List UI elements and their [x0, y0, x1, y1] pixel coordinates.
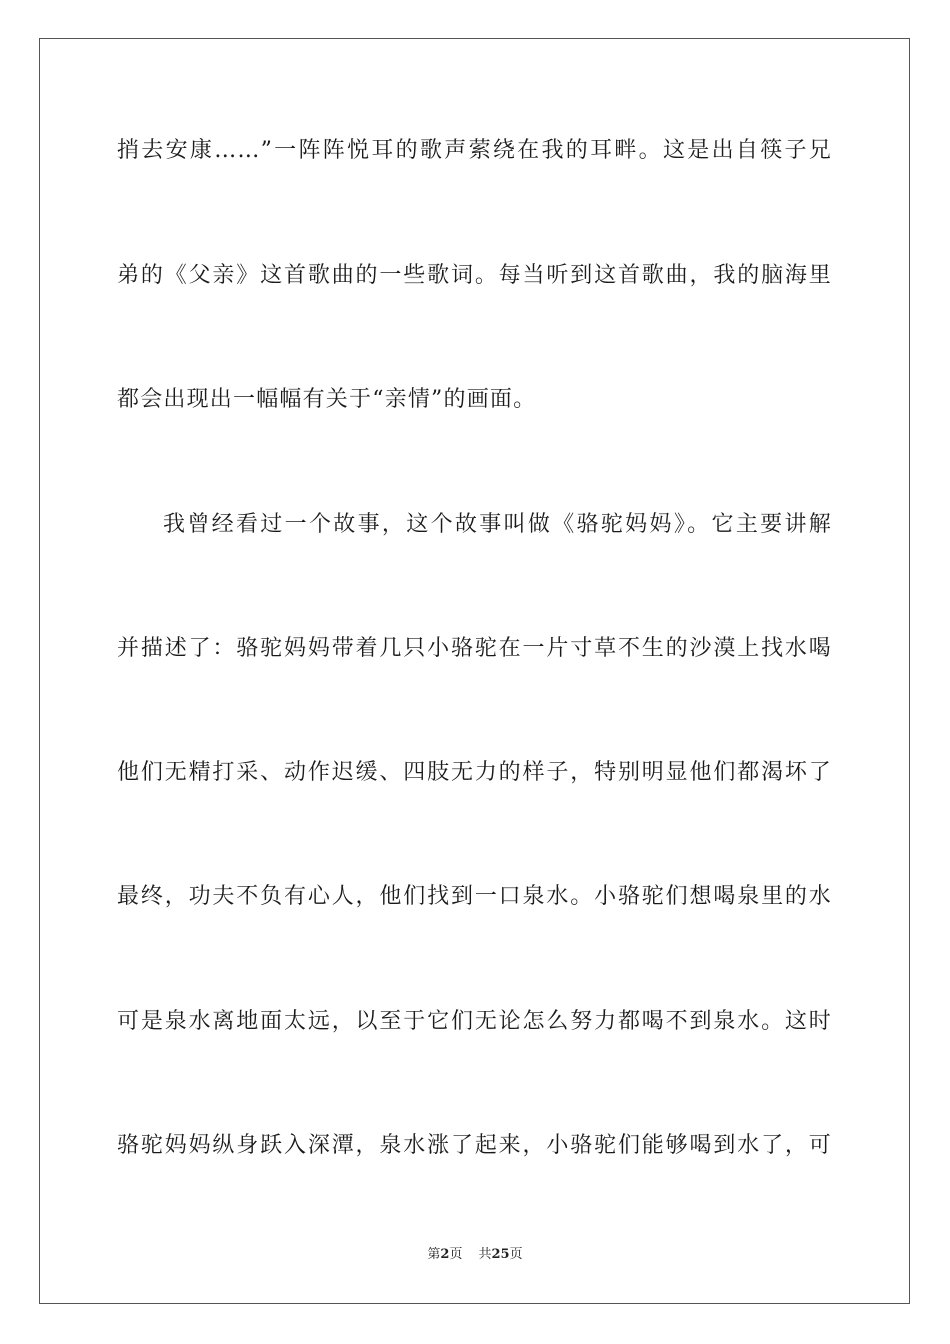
text-line: 他们无精打采、动作迟缓、四肢无力的样子，特别明显他们都渴坏了 [117, 760, 832, 785]
text-line: 捎去安康……”一阵阵悦耳的歌声萦绕在我的耳畔。这是出自筷子兄 [117, 138, 832, 163]
text-line: 最终，功夫不负有心人，他们找到一口泉水。小骆驼们想喝泉里的水 [117, 884, 832, 909]
total-pages: 25 [491, 1247, 510, 1262]
total-prefix: 共 [478, 1247, 492, 1262]
page-number: 2 [440, 1247, 450, 1262]
text-line: 可是泉水离地面太远，以至于它们无论怎么努力都喝不到泉水。这时 [117, 1009, 832, 1034]
total-suffix: 页 [509, 1247, 523, 1262]
page-border [39, 38, 910, 1304]
text-line: 并描述了：骆驼妈妈带着几只小骆驼在一片寸草不生的沙漠上找水喝 [117, 636, 832, 661]
page-footer [0, 1246, 950, 1264]
page-suffix: 页 [449, 1247, 463, 1262]
text-line: 骆驼妈妈纵身跃入深潭，泉水涨了起来，小骆驼们能够喝到水了，可 [117, 1133, 832, 1158]
text-line: 弟的《父亲》这首歌曲的一些歌词。每当听到这首歌曲，我的脑海里 [117, 263, 832, 288]
paragraph-first-line: 我曾经看过一个故事，这个故事叫做《骆驼妈妈》。它主要讲解 [163, 512, 832, 537]
text-line: 都会出现出一幅幅有关于“亲情”的画面。 [117, 387, 537, 412]
page-prefix: 第 [427, 1247, 441, 1262]
